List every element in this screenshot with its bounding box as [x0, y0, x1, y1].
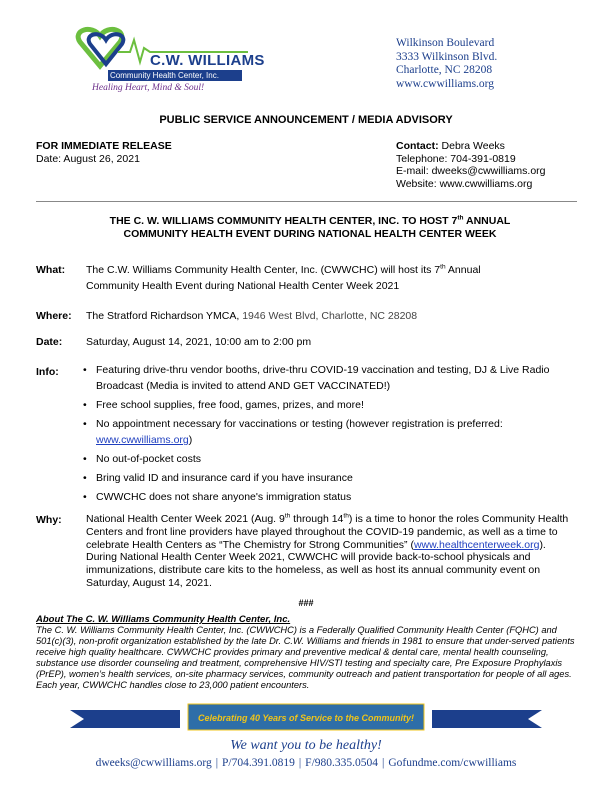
list-item-text: No appointment necessary for vaccinations or testing (however registration is preferred:: [96, 418, 503, 430]
footer-gofundme[interactable]: Gofundme.com/cwwilliams: [388, 757, 517, 769]
why-text: National Health Center Week 2021 (Aug. 9: [86, 513, 285, 525]
list-item-text: Free school supplies, free food, games, prizes, and more!: [96, 399, 364, 411]
what-text: Annual: [445, 264, 481, 276]
info-label: Info:: [36, 366, 59, 378]
where-label: Where:: [36, 310, 72, 322]
what-value: [86, 262, 576, 294]
list-item-text: ): [188, 434, 193, 446]
contact-label: Contact:: [396, 140, 439, 152]
headline-line2: COMMUNITY HEALTH EVENT DURING NATIONAL HEALTH CENTER WEEK: [123, 227, 497, 240]
separator: |: [298, 757, 302, 769]
bullet-icon: •: [83, 364, 87, 376]
contact-phone: Telephone: 704-391-0819: [396, 152, 516, 165]
where-value: [86, 308, 417, 324]
list-item: [83, 451, 563, 467]
why-sup: th: [343, 512, 349, 520]
list-item: [83, 362, 563, 394]
what-label: What:: [36, 264, 66, 276]
list-item: [83, 397, 563, 413]
bullet-icon: •: [83, 453, 87, 465]
headline-sup: th: [457, 214, 464, 222]
bullet-icon: •: [83, 472, 87, 484]
where-address: 1946 West Blvd, Charlotte, NC 28208: [242, 310, 418, 322]
why-value: [86, 513, 576, 590]
release-heading: FOR IMMEDIATE RELEASE: [36, 140, 172, 152]
divider: [36, 201, 577, 202]
list-item-text: No out-of-pocket costs: [96, 453, 202, 465]
headline: [60, 215, 560, 240]
release-block: [36, 140, 172, 165]
logo-tagline: Healing Heart, Mind & Soul!: [92, 83, 205, 93]
list-item: [83, 470, 563, 486]
footer-fax: F/980.335.0504: [305, 757, 379, 769]
date-label: Date:: [36, 336, 63, 348]
what-text: The C.W. Williams Community Health Center, Inc. (CWWCHC) will host its 7: [86, 264, 441, 276]
address-line: 3333 Wilkinson Blvd.: [396, 50, 498, 63]
address-line: Wilkinson Boulevard: [396, 37, 495, 49]
about-heading: About The C. W. Williams Community Health Center, Inc.: [36, 614, 291, 625]
footer-tagline: We want you to be healthy!: [230, 738, 382, 753]
contact-block: [396, 140, 546, 190]
list-item-text: Bring valid ID and insurance card if you have insurance: [96, 472, 353, 484]
letterhead-address: [396, 37, 497, 91]
why-text: ). During National Health Center Week 2021, CWWCHC will provide back-to-school physicals and immunizations, distribute care kits to the homeless, as well as host its annual community event on Saturday, August 14, 2021.: [86, 538, 546, 589]
release-date: Date: August 26, 2021: [36, 152, 140, 165]
contact-website: Website: www.cwwilliams.org: [396, 177, 533, 190]
footer-phone: P/704.391.0819: [222, 757, 295, 769]
list-item: [83, 489, 563, 505]
headline-text: THE C. W. WILLIAMS COMMUNITY HEALTH CENTER, INC. TO HOST 7: [109, 215, 458, 227]
address-line: Charlotte, NC 28208: [396, 64, 493, 76]
footer-contacts: [0, 757, 612, 769]
end-mark: ###: [298, 598, 314, 608]
bullet-icon: •: [83, 491, 87, 503]
why-text: through 14: [290, 513, 344, 525]
list-item: [83, 416, 563, 448]
logo-name: C.W. WILLIAMS: [150, 52, 265, 69]
document-title: PUBLIC SERVICE ANNOUNCEMENT / MEDIA ADVISORY: [159, 114, 453, 126]
list-item-text: Featuring drive-thru vendor booths, drive-thru COVID-19 vaccination and testing, DJ & Live Radio Broadcast (Media is invited to attend AND GET VACCINATED!): [96, 364, 550, 392]
separator: |: [382, 757, 385, 769]
logo-subtitle: Community Health Center, Inc.: [110, 71, 219, 80]
bullet-icon: •: [83, 399, 87, 411]
date-value: Saturday, August 14, 2021, 10:00 am to 2:00 pm: [86, 336, 312, 348]
what-sup: th: [440, 263, 446, 271]
headline-text: ANNUAL: [463, 215, 511, 227]
contact-email: E-mail: dweeks@cwwilliams.org: [396, 165, 546, 177]
list-item-text: CWWCHC does not share anyone's immigration status: [96, 491, 352, 503]
separator: |: [215, 757, 219, 769]
info-list: [83, 362, 563, 508]
about-body: The C. W. Williams Community Health Center, Inc. (CWWCHC) is a Federally Qualified Community Health Center (FQHC) and 501(c)(3), non-profit organization established by the late Dr. C.W. Williams and friends in 1981 to ensure that under-served patients receive high quality healthcare. CWWCHC provides primary and preventive medical & dental care, mental health counseling, substance use disorder counseling and treatment, comprehensive HIV/STI testing and specialty care, Pre Exposure Prophylaxis (PrEP), women’s health services, on-site pharmacy services, community outreach and patient transportation for people of all ages. Each year, CWWCHC handles close to 23,000 patient encounters.: [36, 625, 575, 690]
why-text: ) is a time to honor the roles Community Health Centers and front line providers have played throughout the COVID-19 pandemic, as well as a time to celebrate Health Centers as “The Chemistry for Strong Communities” (: [86, 513, 569, 551]
banner-text: Celebrating 40 Years of Service to the Community!: [197, 713, 415, 723]
bullet-icon: •: [83, 418, 87, 430]
healthcenterweek-link[interactable]: www.healthcenterweek.org: [413, 538, 540, 551]
footer-email[interactable]: dweeks@cwwilliams.org: [95, 757, 212, 769]
contact-name: Debra Weeks: [441, 140, 505, 152]
where-place: The Stratford Richardson YMCA,: [86, 310, 243, 322]
registration-link[interactable]: www.cwwilliams.org: [96, 434, 189, 446]
what-line2: Community Health Event during National Health Center Week 2021: [86, 280, 400, 292]
address-website: www.cwwilliams.org: [396, 77, 495, 90]
why-label: Why:: [36, 514, 62, 526]
why-sup: th: [284, 512, 291, 520]
